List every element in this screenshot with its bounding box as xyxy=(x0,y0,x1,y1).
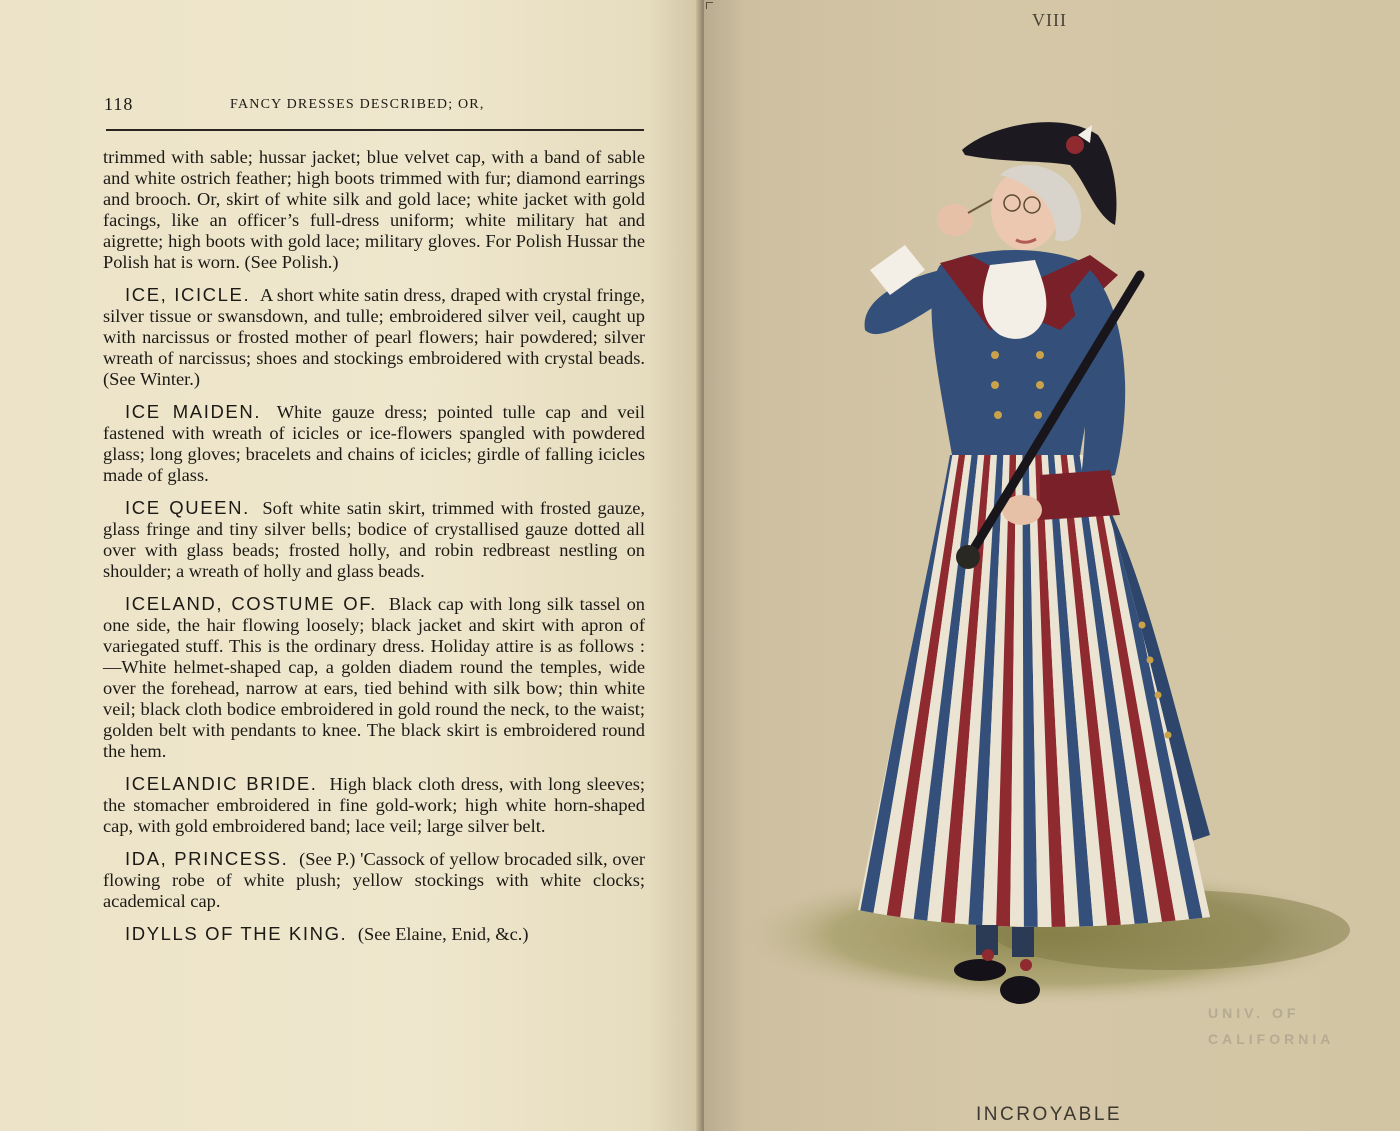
plate-number: VIII xyxy=(1032,10,1067,30)
stamp-line: CALIFORNIA xyxy=(1208,1031,1335,1047)
entry-iceland-costume xyxy=(103,593,645,762)
entry-headword: ICELANDIC BRIDE. xyxy=(125,773,318,794)
header-rule xyxy=(106,129,644,131)
cane-knob xyxy=(956,545,980,569)
entry-see-reference: (See Polish.) xyxy=(244,252,339,272)
entry-headword: ICELAND, COSTUME OF. xyxy=(125,593,377,614)
plate-caption: INCROYABLE xyxy=(976,1104,1123,1125)
raised-hand xyxy=(937,204,973,236)
entry-text: trimmed with sable; hussar jacket; blue velvet cap, with a band of sable and white ostrich feather; high boots trimmed with fur; diamond earrings and brooch. Or, skirt of white silk and gold lace; white jacket with gold facings, like an officer’s full-dress uniform; white military hat and aigrette; high boots with gold lace; military gloves. For Polish Hussar the Polish hat is worn. xyxy=(103,147,645,272)
entry-ice-maiden xyxy=(103,401,645,486)
left-shoe xyxy=(954,959,1006,981)
entry-text: Soft white satin skirt, trimmed with frosted gauze, glass fringe and tiny silver bells; bodice of crystallised gauze dotted all over with glass beads; frosted holly, and robin redbreast nestling on shoulder; a wreath of holly and glass beads. xyxy=(103,498,645,581)
incroyable-costume-illustration xyxy=(740,95,1380,1025)
entry-headword: ICE QUEEN. xyxy=(125,497,250,518)
entry-text: High black cloth dress, with long sleeves; the stomacher embroidered in fine gold-work; high white horn-shaped cap, with gold embroidered band; lace veil; large silver belt. xyxy=(103,774,645,836)
running-head xyxy=(104,94,644,118)
entry-headword: IDYLLS OF THE KING. xyxy=(125,923,348,944)
striped-skirt xyxy=(840,445,1240,965)
entry-ice-icicle xyxy=(103,284,645,390)
entry-icelandic-bride xyxy=(103,773,645,837)
stamp-line: UNIV. OF xyxy=(1208,1005,1300,1021)
entry-idylls-of-the-king xyxy=(103,923,645,945)
red-cuff xyxy=(1040,470,1120,520)
entry-text: White gauze dress; pointed tulle cap and veil fastened with wreath of icicles or ice-flowers spangled with powdered glass; long gloves; bracelets and chains of icicles; girdle of falling icicles made of glass. xyxy=(103,402,645,485)
page-number: 118 xyxy=(104,94,134,114)
entry-text: (See P.) 'Cassock of yellow brocaded silk, over flowing robe of white plush; yellow stockings with white clocks; academical cap. xyxy=(103,849,645,911)
running-title: FANCY DRESSES DESCRIBED; OR, xyxy=(230,97,485,112)
right-shoe xyxy=(1000,976,1040,1004)
entry-see-reference: (See Elaine, Enid, &c.) xyxy=(357,924,529,944)
lace-cravat xyxy=(983,260,1047,339)
entry-headword: IDA, PRINCESS. xyxy=(125,848,289,869)
right-stocking xyxy=(1012,927,1034,957)
library-stamp xyxy=(1208,1000,1334,1052)
entry-text: A short white satin dress, draped with crystal fringe, silver tissue or swansdown, and tulle; embroidered silver veil, caught up with narcissus or frosted mother of pearl flowers; hair powdered; silver wreath of narcissus; shoes and stockings embroidered with crystal beads. xyxy=(103,285,645,368)
entry-headword: ICE, ICICLE. xyxy=(125,284,251,305)
entry-ice-queen xyxy=(103,497,645,582)
entry-headword: ICE MAIDEN. xyxy=(125,401,262,422)
corner-mark xyxy=(706,2,713,9)
entry-see-reference: (See Winter.) xyxy=(103,369,200,389)
shoe-rosette xyxy=(982,949,994,961)
entry-text: Black cap with long silk tassel on one side, the hair flowing loosely; black jacket and skirt with apron of variegated stuff. This is the ordinary dress. Holiday attire is as follows :—White helmet-shaped cap, a golden diadem round the temples, wide over the forehead, narrow at ears, tied behind with silk bow; thin white veil; black cloth bodice embroidered in gold round the neck, to the waist; golden belt with pendants to knee. The black skirt is embroidered round the hem. xyxy=(103,594,645,761)
shoe-rosette xyxy=(1020,959,1032,971)
entry-continued xyxy=(103,147,645,273)
entries-column xyxy=(103,147,645,956)
entry-ida-princess xyxy=(103,848,645,912)
hat-cockade xyxy=(1066,136,1084,154)
